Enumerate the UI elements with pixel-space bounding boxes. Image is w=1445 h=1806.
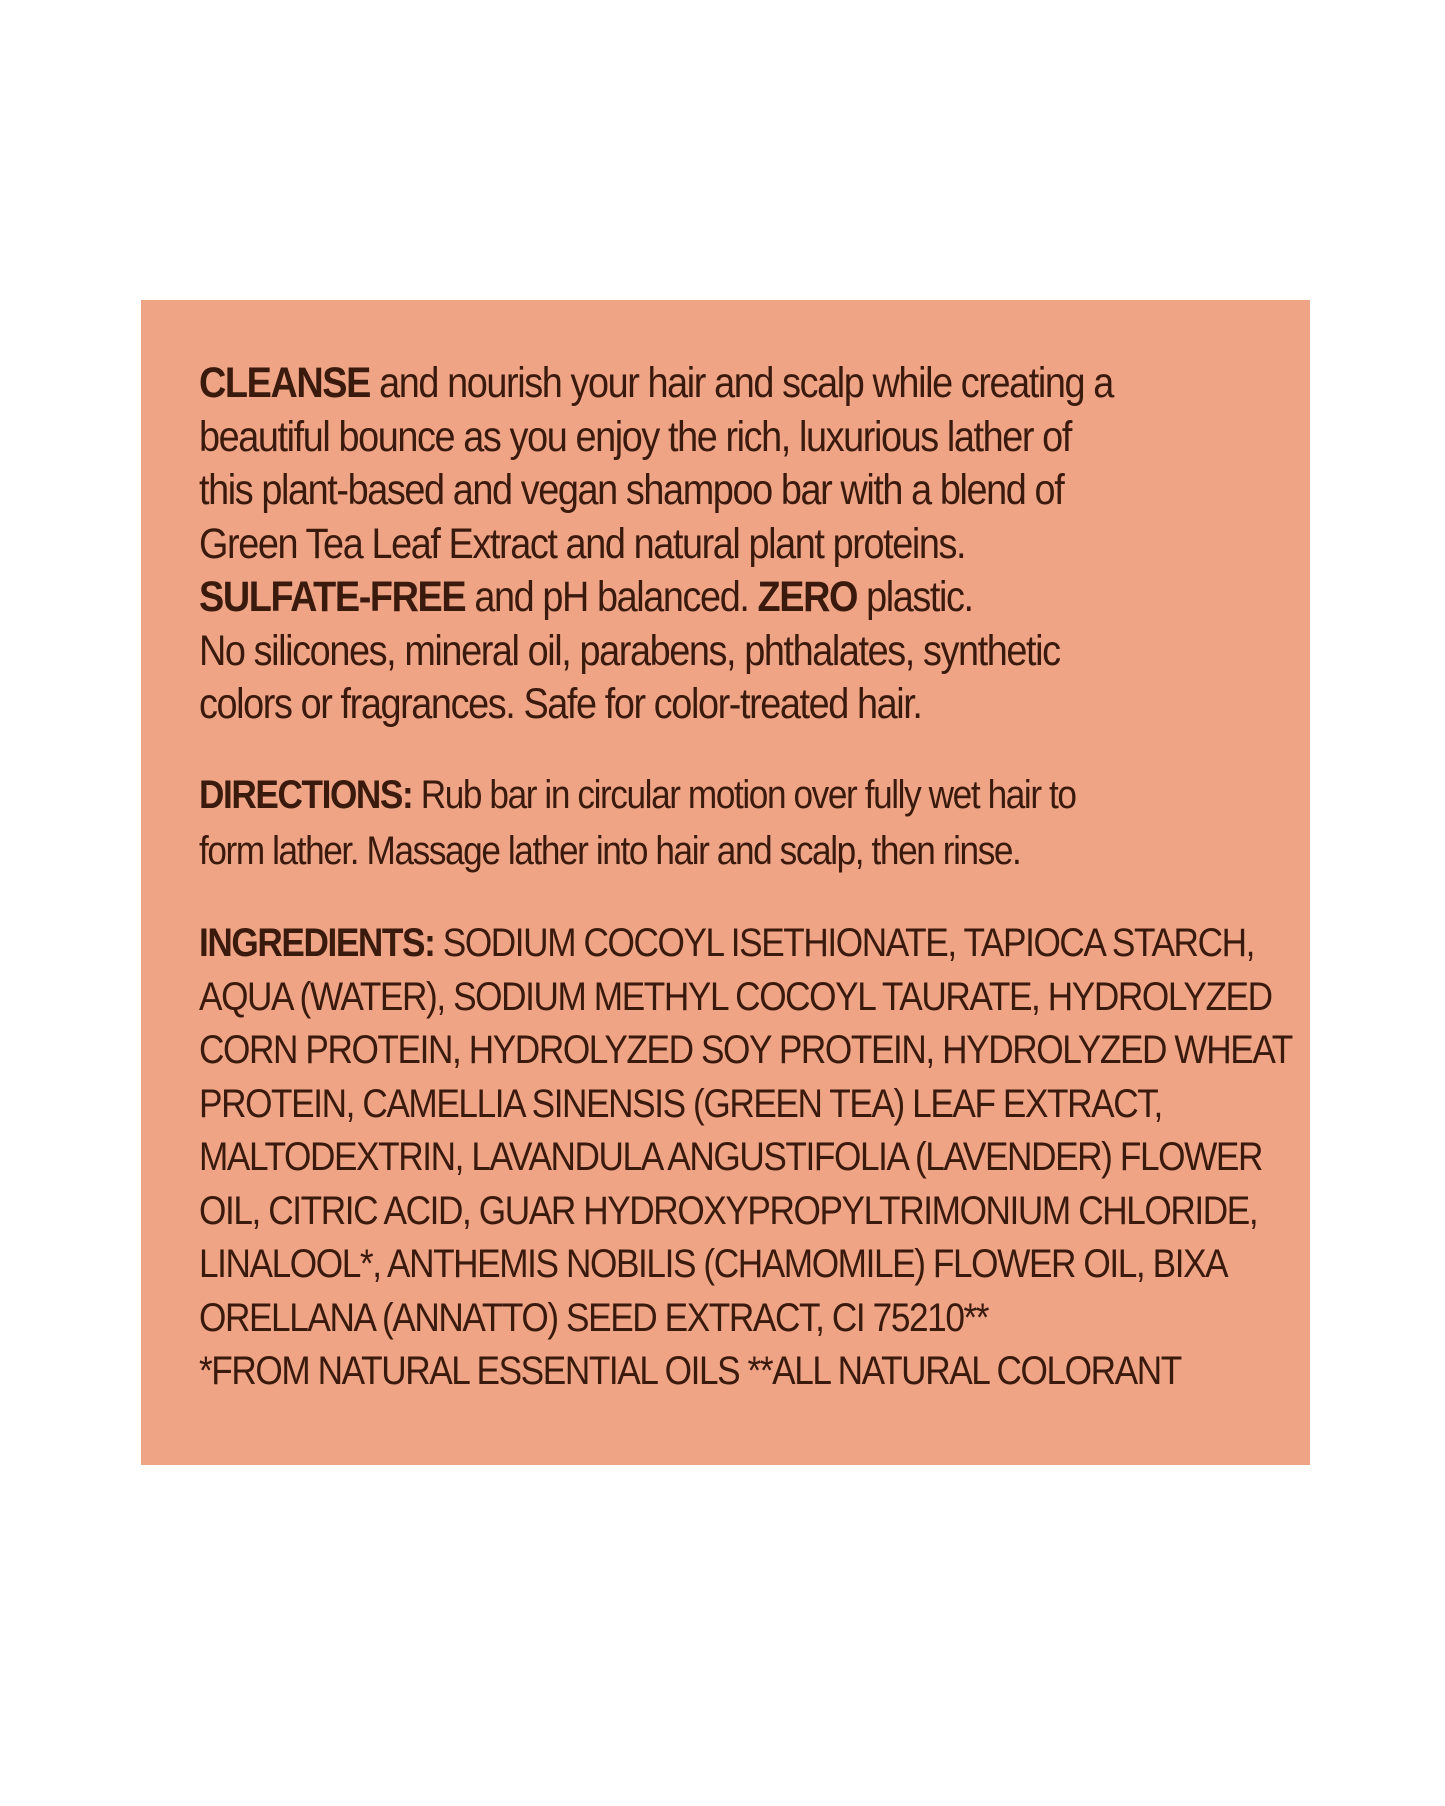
description-line: SULFATE-FREE and pH balanced. ZERO plastic. — [199, 573, 973, 621]
directions-line: DIRECTIONS: Rub bar in circular motion over fully wet hair to — [199, 773, 1076, 817]
ingredients-line: PROTEIN, CAMELLIA SINENSIS (GREEN TEA) LEAF EXTRACT, — [199, 1081, 1162, 1126]
cleanse-keyword: CLEANSE — [199, 359, 370, 407]
directions-heading: DIRECTIONS: — [199, 773, 413, 817]
directions-line: form lather. Massage lather into hair and scalp, then rinse. — [199, 829, 1021, 873]
ingredients-line: LINALOOL*, ANTHEMIS NOBILIS (CHAMOMILE) FLOWER OIL, BIXA — [199, 1242, 1228, 1286]
ingredients-line: INGREDIENTS: SODIUM COCOYL ISETHIONATE, TAPIOCA STARCH, — [199, 921, 1254, 965]
product-description — [199, 357, 1113, 732]
description-line: this plant-based and vegan shampoo bar with a blend of — [199, 466, 1064, 514]
ingredients-line: MALTODEXTRIN, LAVANDULA ANGUSTIFOLIA (LAVENDER) FLOWER — [199, 1135, 1262, 1179]
ingredients-footnote: *FROM NATURAL ESSENTIAL OILS **ALL NATURAL COLORANT — [199, 1349, 1181, 1393]
description-line: beautiful bounce as you enjoy the rich, luxurious lather of — [199, 412, 1071, 461]
ingredients-section — [199, 917, 1292, 1399]
ingredients-line: AQUA (WATER), SODIUM METHYL COCOYL TAURATE, HYDROLYZED — [199, 974, 1272, 1019]
ingredients-heading: INGREDIENTS: — [199, 921, 435, 965]
description-line: No silicones, mineral oil, parabens, phthalates, synthetic — [199, 626, 1060, 675]
ingredients-line: OIL, CITRIC ACID, GUAR HYDROXYPROPYLTRIMONIUM CHLORIDE, — [199, 1188, 1258, 1233]
directions-section — [199, 767, 1076, 879]
description-line: CLEANSE and nourish your hair and scalp while creating a — [199, 359, 1113, 407]
description-line: Green Tea Leaf Extract and natural plant proteins. — [199, 519, 966, 568]
sulfate-free-keyword: SULFATE-FREE — [199, 573, 466, 621]
ingredients-line: ORELLANA (ANNATTO) SEED EXTRACT, CI 75210** — [199, 1295, 989, 1340]
zero-keyword: ZERO — [757, 573, 858, 621]
ingredients-line: CORN PROTEIN, HYDROLYZED SOY PROTEIN, HYDROLYZED WHEAT — [199, 1028, 1292, 1072]
description-line: colors or fragrances. Safe for color-treated hair. — [199, 680, 922, 728]
